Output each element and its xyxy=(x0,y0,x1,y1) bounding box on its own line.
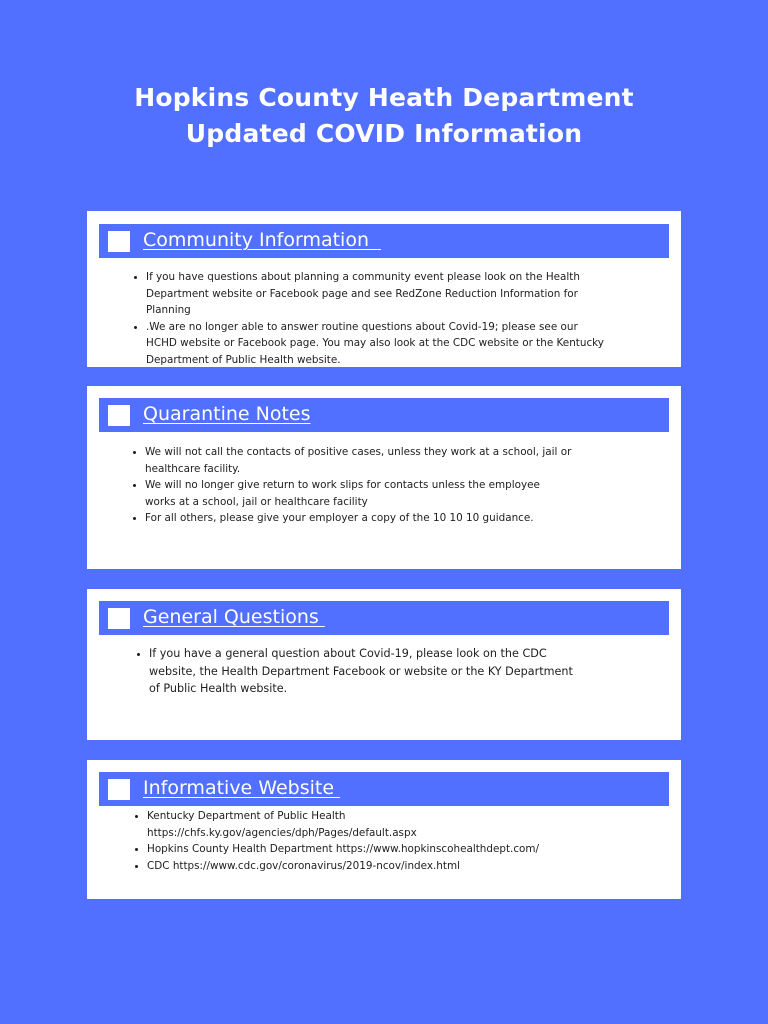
section-community-information xyxy=(87,211,681,367)
checkbox-icon xyxy=(108,405,130,426)
checkbox-icon xyxy=(108,608,130,629)
list-item: For all others, please give your employer a copy of the 10 10 10 guidance. xyxy=(133,510,573,527)
bullet-list xyxy=(135,808,540,874)
list-item: .We are no longer able to answer routine questions about Covid-19; please see our HCHD website or Facebook page. You may also look at the CDC website or the Kentucky Department of Public Health website. xyxy=(134,319,604,367)
page-title-line-2: Updated COVID Information xyxy=(185,119,583,148)
section-heading: Community Information xyxy=(143,229,382,251)
checkbox-icon xyxy=(108,779,130,800)
section-general-questions xyxy=(87,589,681,740)
link-text[interactable]: CDC https://www.cdc.gov/coronavirus/2019-ncov/index.html xyxy=(147,859,460,872)
section-heading: Informative Website xyxy=(143,777,341,799)
section-header xyxy=(99,398,669,432)
list-item: If you have questions about planning a community event please look on the Health Department website or Facebook page and see RedZone Reduction Information for Planning xyxy=(134,269,604,319)
section-header xyxy=(99,601,669,635)
list-item xyxy=(135,858,607,875)
section-header xyxy=(99,772,669,806)
list-item: If you have a general question about Covid-19, please look on the CDC website, the Health Department Facebook or website or the KY Department of Public Health website. xyxy=(137,645,577,698)
bullet-list xyxy=(137,645,577,698)
section-informative-website xyxy=(87,760,681,899)
section-header xyxy=(99,224,669,258)
section-quarantine-notes xyxy=(87,386,681,569)
section-heading: General Questions xyxy=(143,606,325,628)
list-item: We will not call the contacts of positive cases, unless they work at a school, jail or healthcare facility. xyxy=(133,444,573,477)
list-item: Kentucky Department of Public Health https://chfs.ky.gov/agencies/dph/Pages/default.aspx xyxy=(135,808,435,841)
page-title-line-1: Hopkins County Heath Department xyxy=(134,83,634,112)
bullet-list xyxy=(134,269,604,367)
list-item xyxy=(135,841,607,858)
bullet-list xyxy=(133,444,573,527)
checkbox-icon xyxy=(108,231,130,252)
link-text[interactable]: Hopkins County Health Department https://www.hopkinscohealthdept.com/ xyxy=(147,843,540,856)
section-heading: Quarantine Notes xyxy=(143,403,311,425)
list-item: We will no longer give return to work slips for contacts unless the employee works at a school, jail or healthcare facility xyxy=(133,477,573,510)
